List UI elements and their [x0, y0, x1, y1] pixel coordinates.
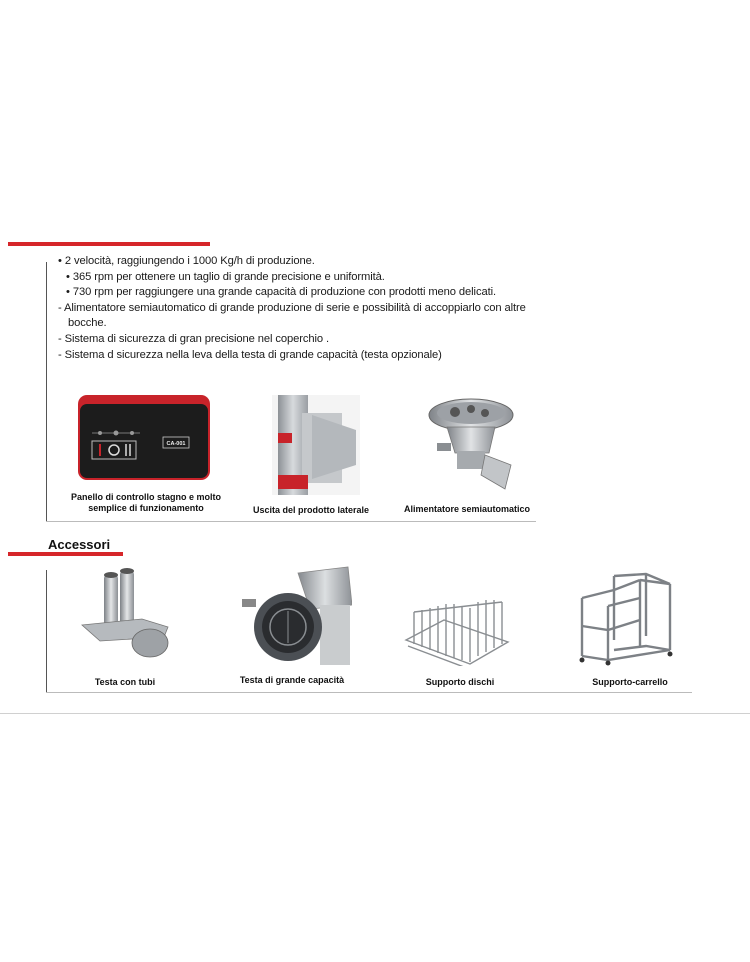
- large-capacity-head-icon: [240, 565, 352, 669]
- feature-item: • 365 rpm per ottenere un taglio di grande precisione e uniformità.: [66, 270, 385, 283]
- feature-item: bocche.: [68, 317, 107, 330]
- section-accent-bar-bottom: [8, 552, 123, 556]
- feature-item: • 2 velocità, raggiungendo i 1000 Kg/h di produzione.: [58, 255, 315, 267]
- disc-rack-icon: [400, 590, 512, 666]
- feature-caption-side-outlet: Uscita del prodotto laterale: [252, 505, 370, 515]
- accessory-caption-disc-rack: Supporto dischi: [425, 677, 495, 687]
- feature-item: - Sistema di sicurezza di gran precisione nel coperchio .: [58, 332, 330, 345]
- feature-caption-control-panel: Panello di controllo stagno e molto semplice di funzionamento: [70, 492, 221, 513]
- control-panel-badge: CA-001: [166, 441, 186, 447]
- section-divider-vertical-top: [46, 262, 47, 522]
- accessory-caption-large-capacity-head: Testa di grande capacità: [239, 675, 345, 685]
- trolley-stand-icon: [570, 570, 682, 666]
- section-divider-vertical-bottom: [46, 570, 47, 692]
- control-panel-icon: [78, 395, 210, 480]
- feature-item: - Alimentatore semiautomatico di grande produzione di serie e possibilità di accoppiarlo con altre: [58, 301, 526, 314]
- feature-item: • 730 rpm per raggiungere una grande capacità di produzione con prodotti meno delicati.: [66, 286, 496, 299]
- section-divider-horizontal-top: [46, 521, 536, 522]
- section-accent-bar-top: [8, 242, 210, 246]
- feature-caption-feeder: Alimentatore semiautomatico: [403, 504, 531, 514]
- tube-head-icon: [80, 565, 172, 665]
- side-outlet-icon: [272, 395, 360, 495]
- accessories-heading: Accessori: [48, 537, 111, 552]
- feature-item: - Sistema d sicurezza nella leva della testa di grande capacità (testa opzionale): [58, 348, 442, 361]
- section-divider-horizontal-bottom: [46, 692, 692, 693]
- feature-list: [58, 254, 618, 363]
- page-divider: [0, 713, 750, 714]
- accessory-caption-trolley-stand: Supporto-carrello: [592, 677, 668, 687]
- semiautomatic-feeder-icon: [425, 385, 525, 493]
- accessory-caption-tube-head: Testa con tubi: [94, 677, 156, 687]
